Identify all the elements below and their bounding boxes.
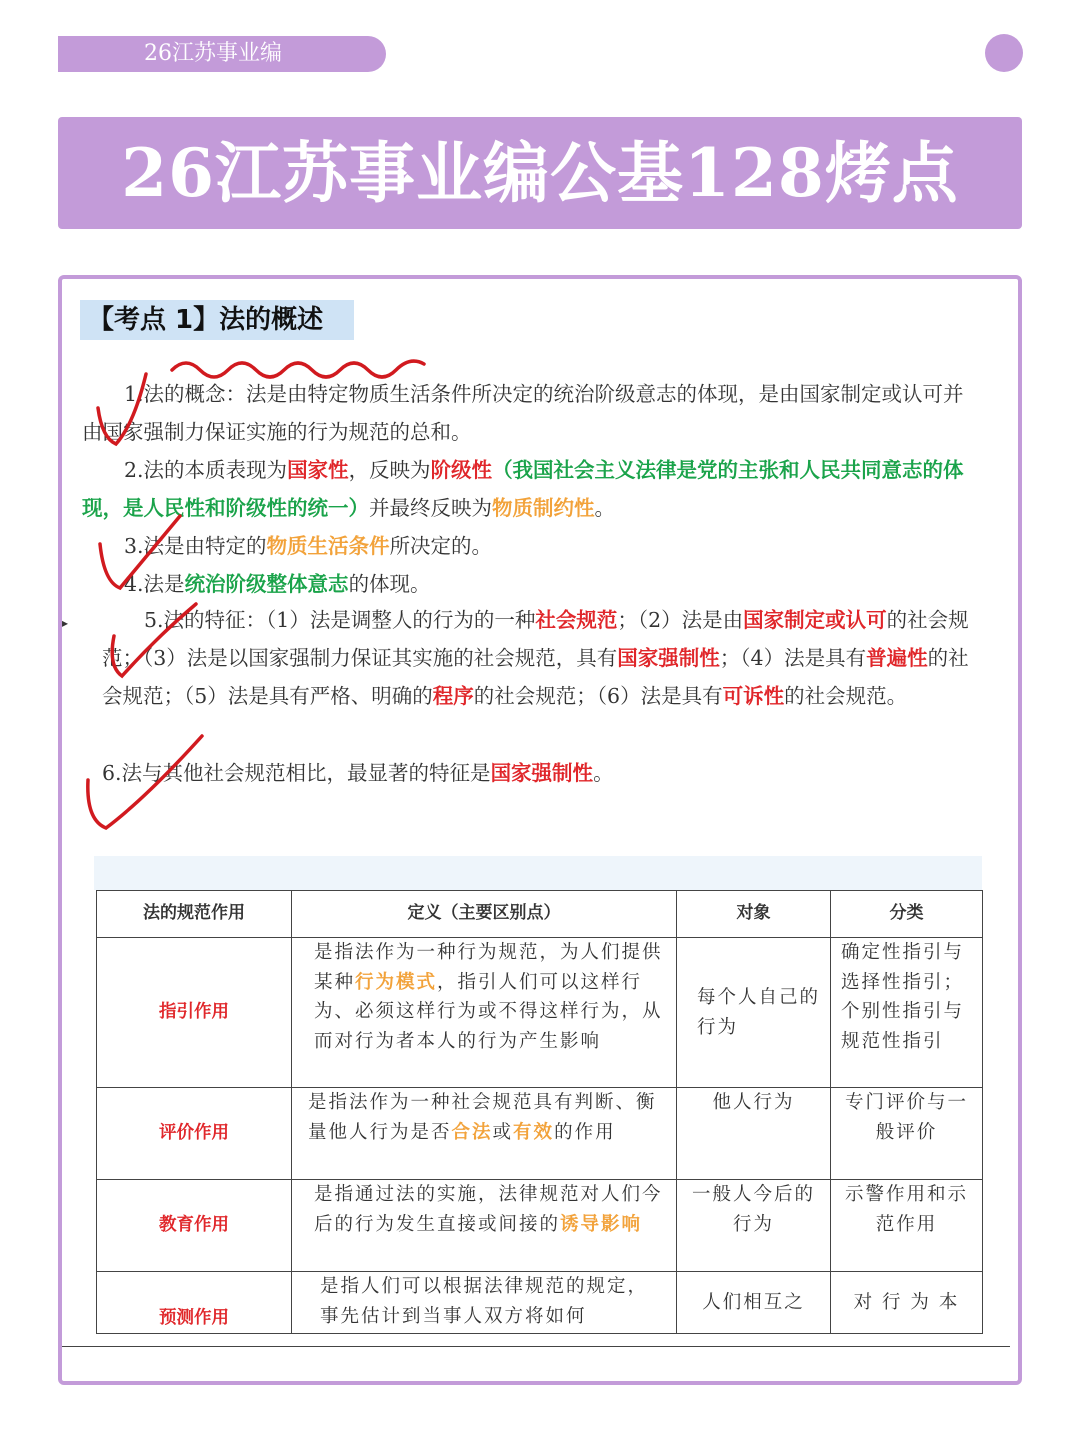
p2-highlight-socialist: （我国社会主义法律是党的主张和人民共同意志的体现，是人民性和阶级性的统一）	[82, 458, 964, 520]
paragraph-1	[82, 376, 976, 452]
p2-highlight-class: 阶级性	[430, 458, 493, 482]
table-header-shade	[94, 856, 982, 890]
p3-highlight: 物质生活条件	[266, 534, 390, 558]
paragraph-6	[102, 755, 976, 793]
page-title-banner: 26江苏事业编公基128烤点	[58, 117, 1022, 229]
p5-highlight-actionable: 可诉性	[722, 683, 785, 708]
p5-text-e: 的社会规范；（3）法是以国家强制力保证其实施的社会规范，具有	[102, 608, 969, 670]
p6-text-a: 6.法与其他社会规范相比，最显著的特征是	[102, 761, 491, 785]
def-text-a: 是指通过法的实施，法律规范对人们今后的行为发生直接或间接的	[314, 1184, 663, 1235]
def-highlight-legal: 合法	[451, 1121, 493, 1143]
p1-text: 1.法的概念：法是由特定物质生活条件所决定的统治阶级意志的体现，是由国家制定或认可并由国家强制力保证实施的行为规范的总和。	[82, 382, 964, 444]
p2-text-a: 2.法的本质表现为	[124, 458, 288, 482]
norm-function-table	[96, 890, 983, 1334]
section-title: 【考点 1】法的概述	[80, 300, 354, 340]
play-marker-icon: ▸	[62, 616, 69, 630]
def-highlight: 行为模式	[355, 971, 438, 993]
header-category: 分类	[831, 891, 983, 938]
p3-text-a: 3.法是由特定的	[124, 534, 267, 558]
p2-text-f: 并最终反映为	[369, 495, 492, 520]
p5-text-a: 5.法的特征：（1）法是调整人的行为的一种	[144, 608, 536, 632]
row-definition	[292, 1088, 677, 1180]
p5-text-k: 的社会规范；（6）法是具有	[473, 683, 723, 708]
p2-highlight-material: 物质制约性	[492, 495, 595, 520]
p4-text-c: 的体现。	[348, 572, 431, 596]
row-object: 人们相互之	[677, 1272, 831, 1334]
table-row	[97, 1088, 983, 1180]
p5-highlight-social-norm: 社会规范	[535, 608, 618, 632]
def-text-b: ，指引人们可以这样行为、必须这样行为或不得这样行为，从而对行为者本人的行为产生影响	[314, 971, 663, 1052]
p5-text-c: ；（2）法是由	[617, 608, 744, 632]
p5-text-i: 的社会规范；（5）法是具有严格、明确的	[102, 645, 969, 708]
p2-text-c: ，反映为	[348, 458, 431, 482]
p2-highlight-nationality: 国家性	[287, 458, 349, 482]
header-function: 法的规范作用	[97, 891, 292, 938]
row-category: 专门评价与一般评价	[831, 1088, 983, 1180]
p5-text-g: ；（4）法是具有	[719, 645, 867, 670]
header-object: 对象	[677, 891, 831, 938]
row-definition	[292, 1180, 677, 1272]
p3-text-c: 所决定的。	[389, 534, 493, 558]
table-row	[97, 1272, 983, 1334]
row-object: 他人行为	[677, 1088, 831, 1180]
p4-highlight: 统治阶级整体意志	[184, 572, 349, 596]
def-text-a: 是指法作为一种行为规范，为人们提供某种	[314, 942, 663, 993]
paragraph-4	[124, 566, 974, 604]
paragraph-5	[102, 602, 976, 715]
p5-highlight-universal: 普遍性	[866, 645, 928, 670]
row-definition	[292, 938, 677, 1088]
def-highlight: 诱导影响	[560, 1213, 643, 1235]
row-object: 每个人自己的行为	[677, 938, 831, 1088]
row-name: 评价作用	[97, 1088, 292, 1180]
row-name: 教育作用	[97, 1180, 292, 1272]
paragraph-3	[124, 528, 974, 566]
header-definition: 定义（主要区别点）	[292, 891, 677, 938]
def-text-a: 是指法作为一种社会规范具有判断、衡量他人行为是否	[308, 1092, 657, 1143]
row-category: 对 行 为 本	[831, 1272, 983, 1334]
table-header-row	[97, 891, 983, 938]
p6-text-c: 。	[593, 761, 614, 785]
p2-text-h: 。	[594, 495, 615, 520]
header-dot-decoration	[985, 34, 1023, 72]
p5-highlight-coercive: 国家强制性	[617, 645, 720, 670]
p5-text-m: 的社会规范。	[784, 683, 908, 708]
row-name: 指引作用	[97, 938, 292, 1088]
table-row	[97, 1180, 983, 1272]
row-definition: 是指人们可以根据法律规范的规定，事先估计到当事人双方将如何	[292, 1272, 677, 1334]
row-object: 一般人今后的行为	[677, 1180, 831, 1272]
table-row	[97, 938, 983, 1088]
row-name: 预测作用	[97, 1272, 292, 1334]
def-text-mid: 或	[492, 1121, 514, 1143]
header-tag: 26江苏事业编	[58, 36, 386, 72]
p5-highlight-procedure: 程序	[432, 683, 474, 708]
p5-highlight-state-made: 国家制定或认可	[743, 608, 887, 632]
def-text-b: 的作用	[554, 1121, 616, 1143]
row-category: 示警作用和示范作用	[831, 1180, 983, 1272]
p4-text-a: 4.法是	[124, 572, 185, 596]
row-category: 确定性指引与选择性指引；个别性指引与规范性指引	[831, 938, 983, 1088]
paragraph-2	[82, 452, 976, 528]
card-divider	[62, 1346, 1010, 1347]
p6-highlight: 国家强制性	[490, 761, 594, 785]
def-highlight-valid: 有效	[513, 1121, 555, 1143]
